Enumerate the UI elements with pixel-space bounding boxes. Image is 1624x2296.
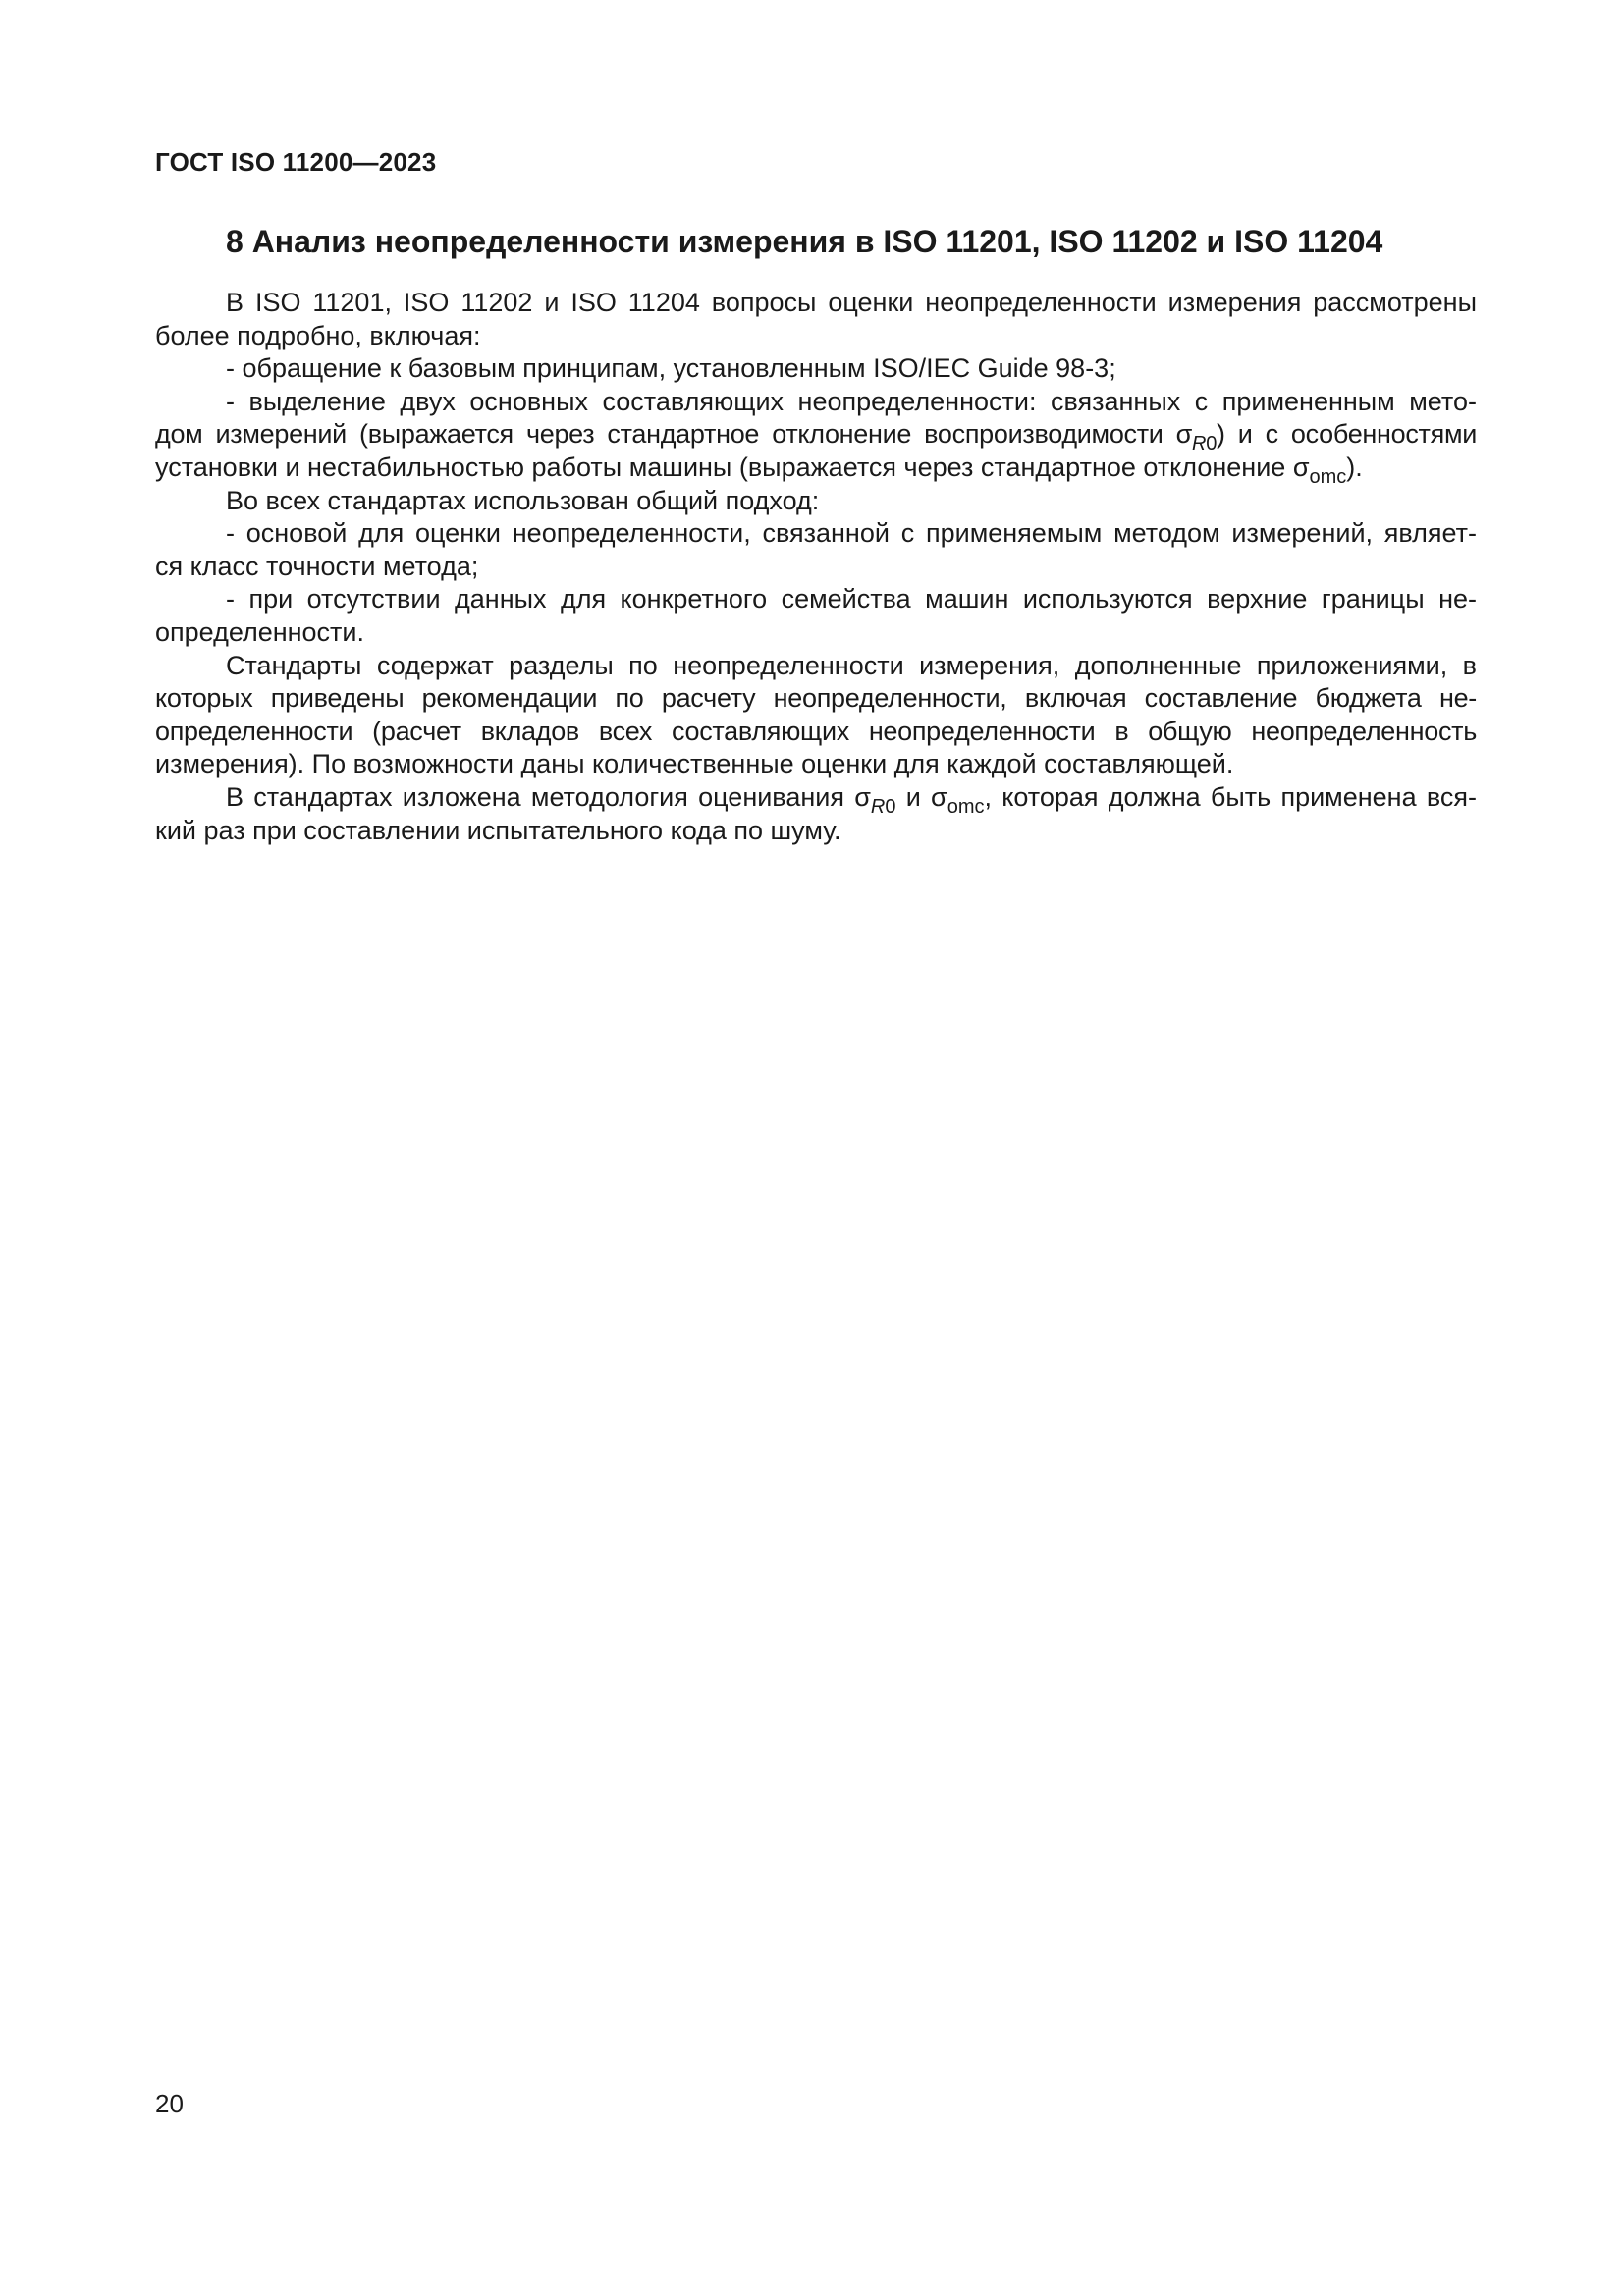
- list-item: [155, 583, 1477, 616]
- text-run: кий раз при составлении испытательного кода по шуму.: [155, 815, 841, 845]
- list-item: [155, 386, 1477, 419]
- text-run: дом измерений (выражается через стандартное отклонение воспроизводимости: [155, 419, 1176, 450]
- text-run: ) и с особенностями: [1217, 419, 1477, 450]
- text-run: определенности.: [155, 616, 365, 647]
- paragraph-line: [155, 815, 1477, 848]
- text-run: , которая должна быть применена вся-: [984, 781, 1477, 812]
- text-run: - при отсутствии данных для конкретного семейства машин используются верхние границы не-: [226, 584, 1477, 614]
- section-body: [155, 287, 1477, 847]
- text-run: Во всех стандартах использован общий подход:: [226, 485, 820, 515]
- subscript-omc: omc: [1309, 465, 1347, 488]
- list-item: [155, 517, 1477, 551]
- text-run: установки и нестабильностью работы машины (выражается через стандартное отклонение: [155, 452, 1293, 482]
- text-run: более подробно, включая:: [155, 320, 481, 350]
- text-run: - основой для оценки неопределенности, связанной с применяемым методом измерений, являет-: [226, 518, 1477, 549]
- paragraph-line: [155, 716, 1477, 749]
- text-run: - обращение к базовым принципам, установленным ISO/IEC Guide 98-3;: [226, 353, 1116, 384]
- text-run: ).: [1346, 452, 1363, 482]
- text-run: В стандартах изложена методология оценивания: [226, 781, 855, 812]
- subscript-r0: [1192, 433, 1217, 454]
- text-run: Стандарты содержат разделы по неопределенности измерения, дополненные приложениями, в: [226, 650, 1477, 680]
- paragraph-line: [155, 650, 1477, 683]
- subscript-omc: omc: [947, 795, 985, 818]
- document-code: ГОСТ ISO 11200—2023: [155, 147, 437, 177]
- subscript-zero: 0: [885, 795, 896, 818]
- text-run: определенности (расчет вкладов всех составляющих неопределенности в общую неопределенность: [155, 716, 1477, 746]
- sigma-symbol: σ: [1292, 452, 1310, 482]
- text-run: В ISO 11201, ISO 11202 и ISO 11204 вопросы оценки неопределенности измерения рассмотрены: [226, 288, 1477, 317]
- paragraph-line: [155, 682, 1477, 716]
- text-run: измерения). По возможности даны количественные оценки для каждой составляющей.: [155, 749, 1234, 779]
- paragraph-line: [155, 452, 1477, 488]
- sigma-symbol: σ: [1175, 419, 1193, 450]
- subscript-r-letter: R: [870, 795, 886, 818]
- subscript-r0: [871, 796, 896, 818]
- text-run: которых приведены рекомендации по расчету неопределенности, включая составление бюджета не-: [155, 683, 1477, 714]
- text-run: ся класс точности метода;: [155, 551, 479, 581]
- paragraph-line: [155, 287, 1477, 320]
- text-run: и: [895, 781, 932, 812]
- paragraph-line: [155, 418, 1477, 455]
- text-run: - выделение двух основных составляющих неопределенности: связанных с примененным мето-: [226, 386, 1477, 416]
- paragraph-line: [155, 781, 1477, 818]
- page-number: 20: [155, 2089, 184, 2118]
- paragraph-line: [155, 320, 1477, 353]
- section-heading: 8 Анализ неопределенности измерения в ISO 11201, ISO 11202 и ISO 11204: [226, 224, 1383, 259]
- paragraph-line: [155, 616, 1477, 650]
- list-item: [155, 352, 1477, 386]
- paragraph-line: [155, 485, 1477, 518]
- subscript-zero: 0: [1206, 433, 1218, 455]
- paragraph-line: [155, 551, 1477, 584]
- sigma-symbol: σ: [931, 781, 947, 812]
- paragraph-line: [155, 748, 1477, 781]
- subscript-r-letter: R: [1192, 433, 1207, 455]
- sigma-symbol: σ: [854, 781, 871, 812]
